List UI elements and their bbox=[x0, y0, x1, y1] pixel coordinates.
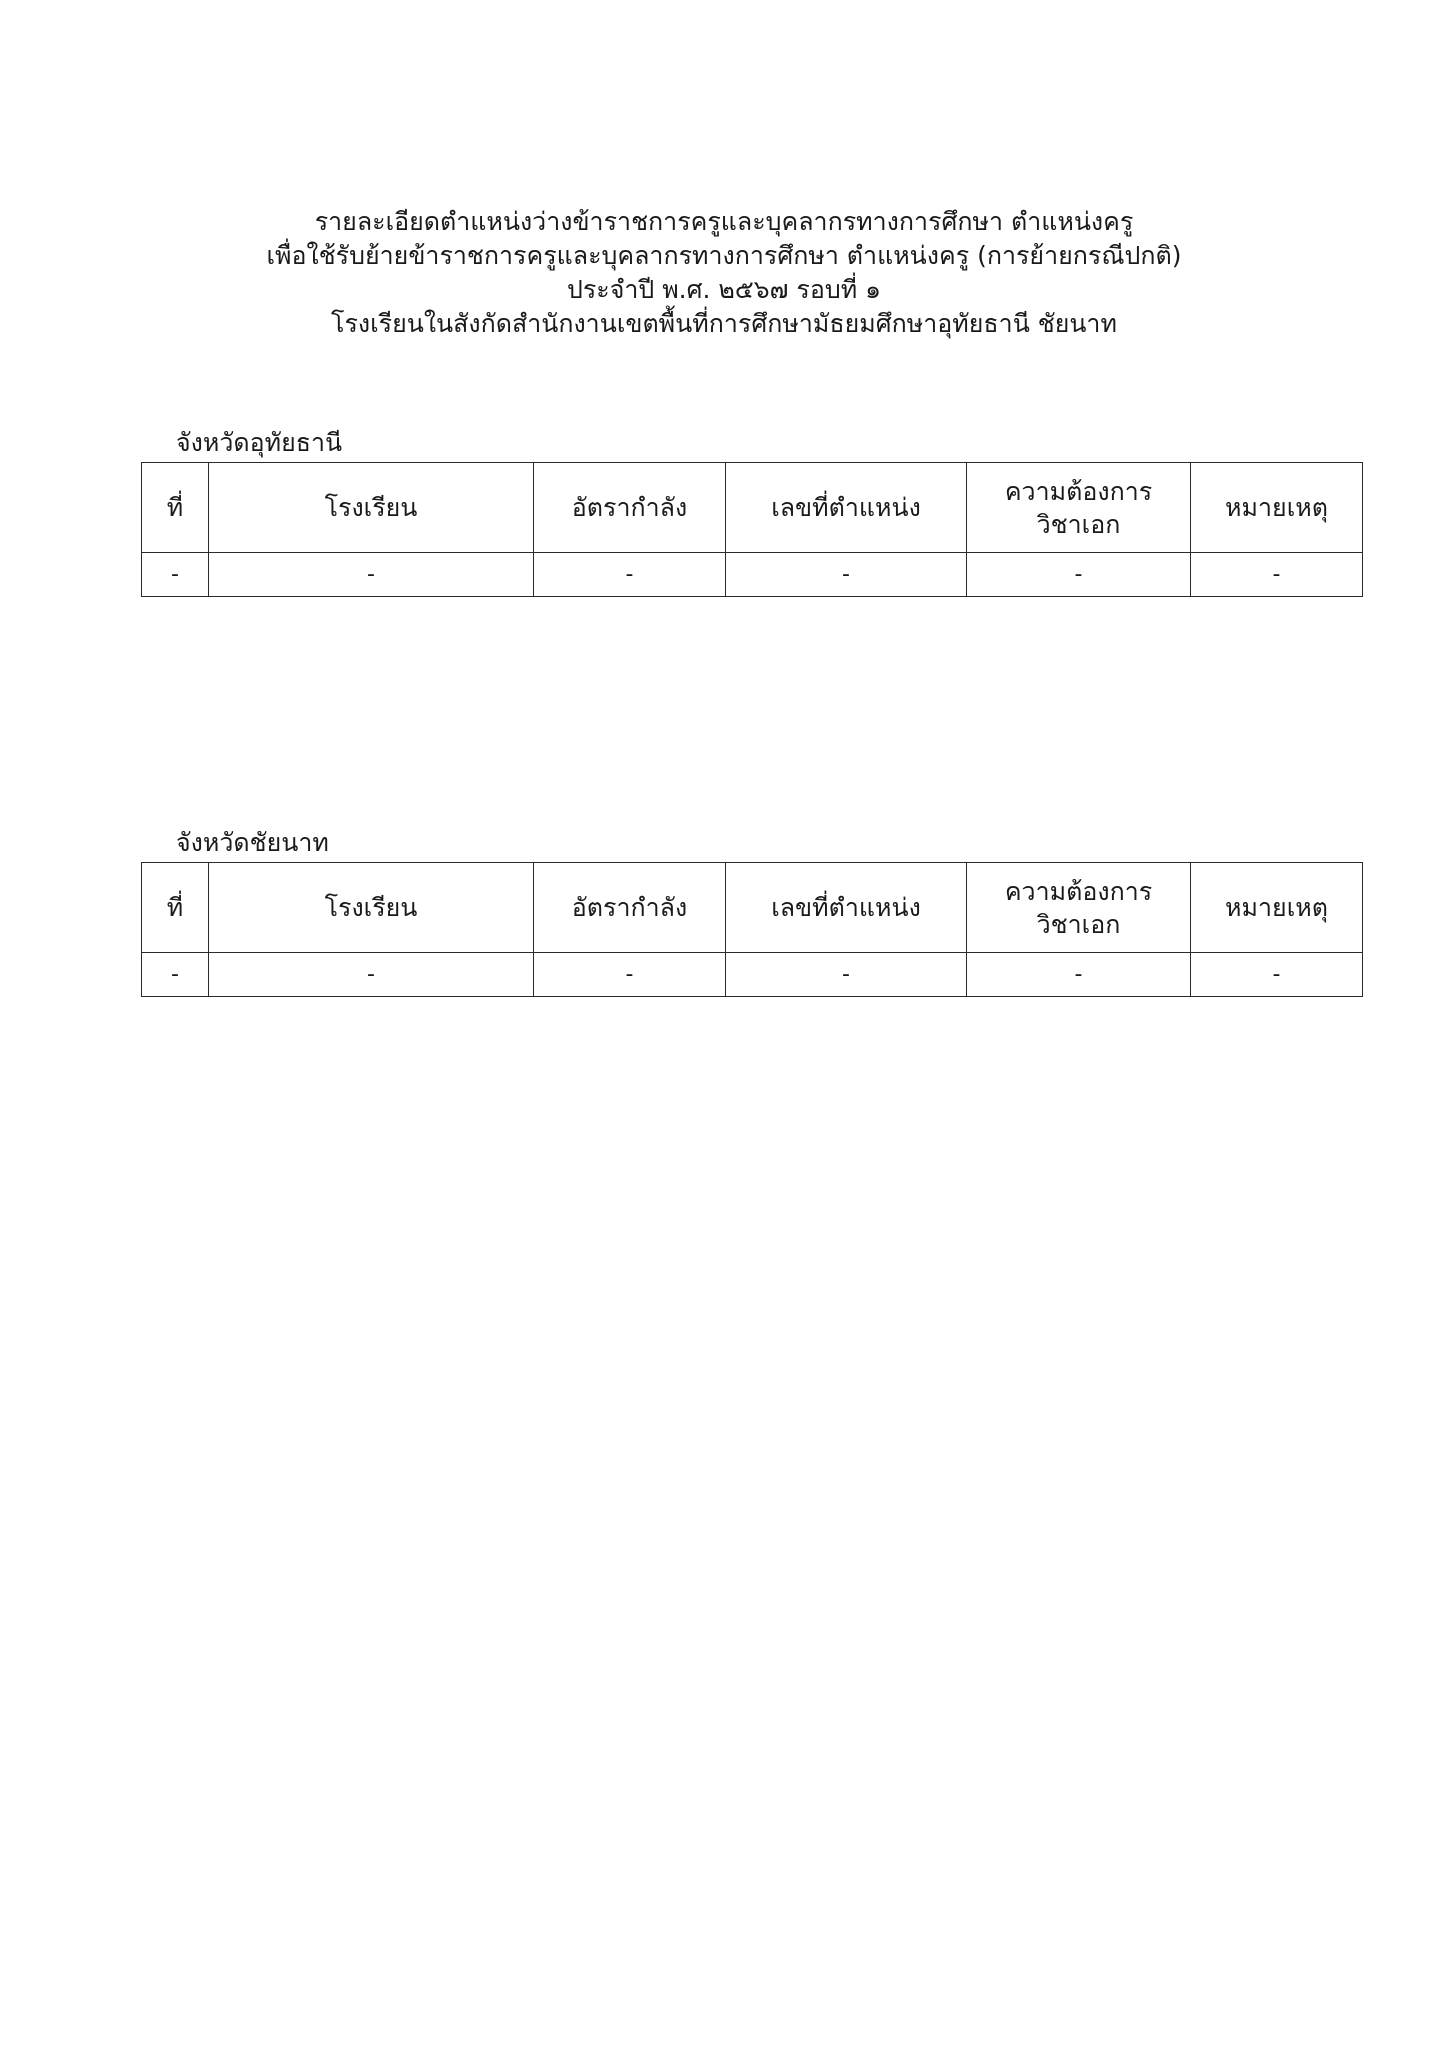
cell-no: - bbox=[142, 953, 209, 997]
table-row bbox=[142, 953, 1363, 997]
section-title-uthai-thani: จังหวัดอุทัยธานี bbox=[176, 428, 343, 457]
cell-no: - bbox=[142, 553, 209, 597]
header-need bbox=[967, 863, 1191, 953]
heading-line-3: ประจำปี พ.ศ. ๒๕๖๗ รอบที่ ๑ bbox=[566, 275, 882, 304]
cell-note: - bbox=[1191, 553, 1363, 597]
document-heading bbox=[0, 205, 1448, 341]
header-position-no: เลขที่ตำแหน่ง bbox=[726, 863, 967, 953]
vacancy-table-chai-nat bbox=[141, 862, 1363, 997]
header-need bbox=[967, 463, 1191, 553]
header-note: หมายเหตุ bbox=[1191, 863, 1363, 953]
section-title-chai-nat: จังหวัดชัยนาท bbox=[176, 828, 329, 857]
cell-position-no: - bbox=[726, 953, 967, 997]
cell-note: - bbox=[1191, 953, 1363, 997]
table-header-row bbox=[142, 463, 1363, 553]
table-row bbox=[142, 553, 1363, 597]
header-no: ที่ bbox=[142, 863, 209, 953]
cell-rate: - bbox=[534, 953, 726, 997]
vacancy-table-uthai-thani bbox=[141, 462, 1363, 597]
header-need-line1: ความต้องการ bbox=[1004, 876, 1153, 906]
header-school: โรงเรียน bbox=[209, 863, 534, 953]
cell-school: - bbox=[209, 553, 534, 597]
header-note: หมายเหตุ bbox=[1191, 463, 1363, 553]
heading-line-2: เพื่อใช้รับย้ายข้าราชการครูและบุคลากรทางการศึกษา ตำแหน่งครู (การย้ายกรณีปกติ) bbox=[266, 241, 1182, 270]
cell-need: - bbox=[967, 553, 1191, 597]
header-rate: อัตรากำลัง bbox=[534, 863, 726, 953]
cell-school: - bbox=[209, 953, 534, 997]
header-need-line1: ความต้องการ bbox=[1004, 476, 1153, 506]
heading-line-4: โรงเรียนในสังกัดสำนักงานเขตพื้นที่การศึกษามัธยมศึกษาอุทัยธานี ชัยนาท bbox=[331, 309, 1117, 338]
cell-rate: - bbox=[534, 553, 726, 597]
header-need-line2: วิชาเอก bbox=[1036, 509, 1121, 539]
heading-line-1: รายละเอียดตำแหน่งว่างข้าราชการครูและบุคลากรทางการศึกษา ตำแหน่งครู bbox=[314, 207, 1134, 236]
header-position-no: เลขที่ตำแหน่ง bbox=[726, 463, 967, 553]
header-rate: อัตรากำลัง bbox=[534, 463, 726, 553]
header-no: ที่ bbox=[142, 463, 209, 553]
cell-need: - bbox=[967, 953, 1191, 997]
header-need-line2: วิชาเอก bbox=[1036, 909, 1121, 939]
table-header-row bbox=[142, 863, 1363, 953]
cell-position-no: - bbox=[726, 553, 967, 597]
header-school: โรงเรียน bbox=[209, 463, 534, 553]
